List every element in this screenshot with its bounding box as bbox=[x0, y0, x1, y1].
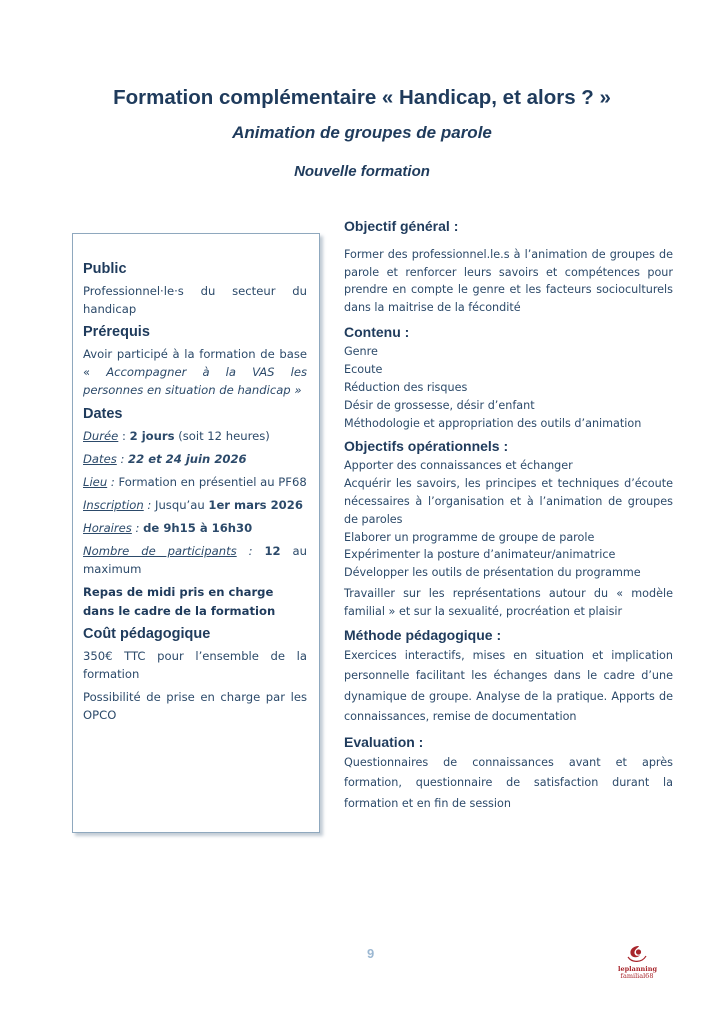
prerequis-text bbox=[83, 345, 307, 399]
participants-detail: au maximum bbox=[83, 544, 307, 576]
page-subtitle: Animation de groupes de parole bbox=[232, 123, 492, 142]
list-item: Apporter des connaissances et échanger bbox=[344, 459, 573, 473]
methode-heading: Méthode pédagogique : bbox=[344, 626, 502, 643]
dates-label: Dates bbox=[83, 452, 117, 466]
inscription-label: Inscription bbox=[83, 498, 144, 512]
prerequis-course-name: Accompagner à la VAS les personnes en situation de handicap » bbox=[83, 365, 308, 397]
objectif-general-text: Former des professionnel.le.s à l’animation de groupes de parole et renforcer leurs savoirs et compétences pour prendre en compte le genre et les facteurs socioculturels dans la maitrise de la fécondité bbox=[344, 248, 673, 314]
list-item: Genre bbox=[344, 345, 378, 359]
objectifs-operationnels-heading: Objectifs opérationnels : bbox=[344, 438, 509, 455]
main-content bbox=[344, 218, 673, 820]
duree-label: Durée bbox=[83, 429, 119, 443]
planning-familial-logo-icon bbox=[625, 944, 649, 966]
inscription-text: Jusqu’au bbox=[155, 498, 209, 512]
evaluation-text: Questionnaires de connaissances avant et après formation, questionnaire de satisfaction durant la formation et en fin de session bbox=[344, 755, 673, 810]
duree-line bbox=[83, 427, 307, 445]
prerequis-prefix: Avoir participé à la formation de base « bbox=[83, 347, 307, 379]
inscription-line bbox=[83, 496, 307, 514]
list-item: Réduction des risques bbox=[344, 380, 468, 394]
dates-heading: Dates bbox=[83, 406, 123, 422]
lieu-label: Lieu bbox=[83, 475, 108, 489]
dates-value: 22 et 24 juin 2026 bbox=[128, 452, 247, 466]
lieu-line bbox=[83, 473, 307, 491]
inscription-deadline: 1er mars 2026 bbox=[208, 498, 303, 512]
logo-text-line2: familial68 bbox=[620, 972, 654, 980]
horaires-label: Horaires bbox=[83, 521, 132, 535]
objectif-general-heading: Objectif général : bbox=[344, 218, 459, 234]
participants-label: Nombre de participants bbox=[83, 544, 237, 558]
separator: : bbox=[131, 521, 144, 535]
list-item: Méthodologie et appropriation des outils d’animation bbox=[344, 416, 642, 430]
duree-value: 2 jours bbox=[129, 429, 175, 443]
list-item: Expérimenter la posture d’animateur/animatrice bbox=[344, 548, 616, 562]
repas-note: Repas de midi pris en charge dans le cadre de la formation bbox=[83, 585, 276, 618]
list-item: Acquérir les savoirs, les principes et techniques d’écoute nécessaires à l’organisation et à l’animation de groupes de paroles bbox=[344, 477, 673, 526]
cout-heading: Coût pédagogique bbox=[83, 626, 211, 642]
list-item: Ecoute bbox=[344, 363, 383, 377]
separator: : bbox=[107, 475, 119, 489]
public-heading: Public bbox=[83, 261, 127, 277]
separator: : bbox=[236, 544, 265, 558]
logo-text-line1: leplanning bbox=[618, 965, 658, 973]
cout-financement: Possibilité de prise en charge par les OPCO bbox=[83, 690, 307, 722]
info-sidebar-box bbox=[72, 233, 320, 833]
contenu-heading: Contenu : bbox=[344, 324, 410, 341]
list-item: Développer les outils de présentation du programme bbox=[344, 566, 641, 580]
evaluation-heading: Evaluation : bbox=[344, 733, 424, 750]
cout-price: 350€ TTC pour l’ensemble de la formation bbox=[83, 649, 307, 681]
separator: : bbox=[116, 452, 129, 466]
horaires-value: de 9h15 à 16h30 bbox=[143, 521, 253, 535]
participants-count: 12 bbox=[264, 544, 281, 558]
planning-familial-logo bbox=[618, 944, 656, 980]
dates-line bbox=[83, 450, 307, 468]
list-item: Travailler sur les représentations autour du « modèle familial » et sur la sexualité, procréation et plaisir bbox=[344, 586, 673, 618]
public-text: Professionnel·le·s du secteur du handicap bbox=[83, 284, 307, 316]
lieu-value: Formation en présentiel au PF68 bbox=[118, 475, 307, 489]
separator: : bbox=[143, 498, 156, 512]
separator: : bbox=[118, 429, 130, 443]
methode-text: Exercices interactifs, mises en situation et implication personnelle facilitant les échanges dans le cadre d’une dynamique de groupe. Analyse de la pratique. Apports de connaissances, remise de documentation bbox=[344, 648, 673, 724]
page-tagline: Nouvelle formation bbox=[294, 163, 430, 180]
objectifs-operationnels-list bbox=[344, 457, 673, 620]
list-item: Désir de grossesse, désir d’enfant bbox=[344, 398, 535, 412]
prerequis-heading: Prérequis bbox=[83, 324, 150, 340]
participants-line bbox=[83, 542, 307, 578]
duree-detail: (soit 12 heures) bbox=[174, 429, 270, 443]
list-item: Elaborer un programme de groupe de parole bbox=[344, 530, 595, 544]
page-title: Formation complémentaire « Handicap, et alors ? » bbox=[113, 86, 611, 109]
page-number: 9 bbox=[367, 946, 375, 961]
contenu-list bbox=[344, 343, 673, 432]
horaires-line bbox=[83, 519, 307, 537]
